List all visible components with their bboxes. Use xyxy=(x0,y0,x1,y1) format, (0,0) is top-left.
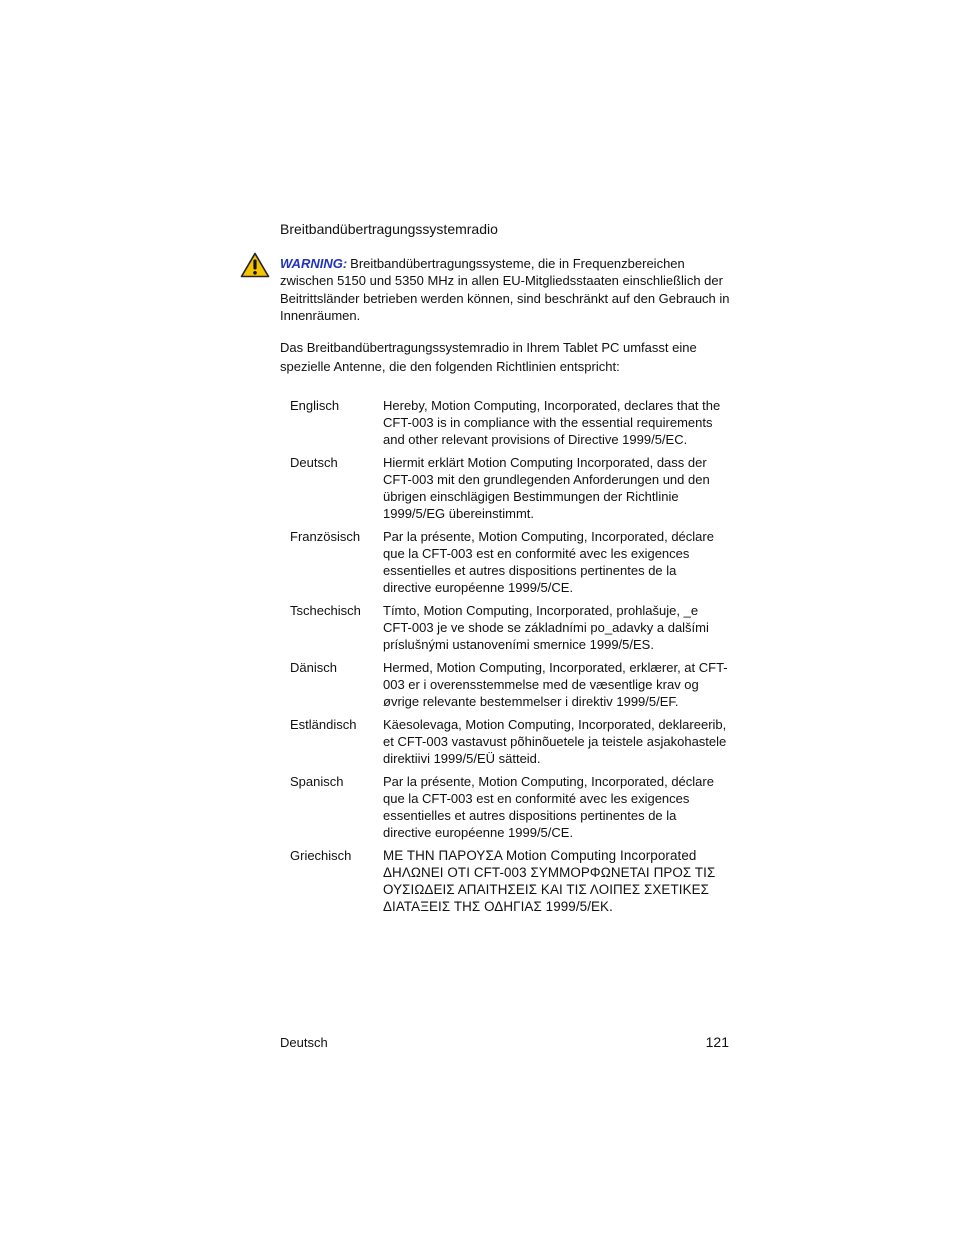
intro-paragraph: Das Breitbandübertragungssystemradio in Ihrem Tablet PC umfasst eine spezielle Antenne, die den folgenden Richtlinien entspricht: xyxy=(280,340,697,374)
declaration-row-franzoesisch xyxy=(290,528,730,596)
declaration-language: Estländisch xyxy=(290,717,357,732)
declaration-text: Hiermit erklärt Motion Computing Incorporated, dass der CFT-003 mit den grundlegenden Anforderungen und den übrigen einschlägigen Bestimmungen der Richtlinie 1999/5/EG übereinstimmt. xyxy=(383,455,710,521)
declaration-row-deutsch xyxy=(290,454,730,522)
warning-label: WARNING: xyxy=(280,256,348,271)
warning-triangle-icon xyxy=(240,252,270,278)
declaration-language: Englisch xyxy=(290,398,340,413)
warning-paragraph xyxy=(280,255,730,325)
declaration-row-daenisch xyxy=(290,659,730,710)
declaration-row-englisch xyxy=(290,397,730,448)
declaration-row-spanisch xyxy=(290,773,730,841)
declaration-text: Tímto, Motion Computing, Incorporated, prohlašuje, _e CFT-003 je ve shode se základními po_adavky a dalšími príslušnými ustanoveními smernice 1999/5/ES. xyxy=(383,603,709,652)
declaration-text: Par la présente, Motion Computing, Incorporated, déclare que la CFT-003 est en conformité avec les exigences essentielles et autres dispositions pertinentes de la directive européenne 1999/5/CE. xyxy=(383,774,714,840)
declaration-language: Griechisch xyxy=(290,848,352,863)
declaration-text: Par la présente, Motion Computing, Incorporated, déclare que la CFT-003 est en conformité avec les exigences essentielles et autres dispositions pertinentes de la directive européenne 1999/5/CE. xyxy=(383,529,714,595)
declaration-row-griechisch xyxy=(290,847,730,915)
page-title: Breitbandübertragungssystemradio xyxy=(280,221,498,237)
footer-section-label: Deutsch xyxy=(280,1035,328,1050)
declaration-text: Käesolevaga, Motion Computing, Incorporated, deklareerib, et CFT-003 vastavust põhinõuetele ja teistele asjakohastele direktiivi 1999/5/EÜ sätteid. xyxy=(383,717,727,766)
declaration-text: ΜΕ ΤΗΝ ΠΑΡΟΥΣΑ Motion Computing Incorporated ΔΗΛΩΝΕΙ ΟΤΙ CFT-003 ΣΥΜΜΟΡΦΩΝΕΤΑΙ ΠΡΟΣ ΤΙΣ ΟΥΣΙΩΔΕΙΣ ΑΠΑΙΤΗΣΕΙΣ ΚΑΙ ΤΙΣ ΛΟΙΠΕΣ ΣΧΕΤΙΚΕΣ ΔΙΑΤΑΞΕΙΣ ΤΗΣ ΟΔΗΓΙΑΣ 1999/5/ΕΚ. xyxy=(383,848,716,914)
declaration-text: Hereby, Motion Computing, Incorporated, declares that the CFT-003 is in compliance with the essential requirements and other relevant provisions of Directive 1999/5/EC. xyxy=(383,398,721,447)
declaration-language: Dänisch xyxy=(290,660,337,675)
declaration-language: Französisch xyxy=(290,529,361,544)
page-number: 121 xyxy=(705,1034,729,1050)
warning-text: Breitbandübertragungssysteme, die in Frequenzbereichen zwischen 5150 und 5350 MHz in allen EU-Mitgliedsstaaten einschließlich der Beitrittsländer betrieben werden können, sind beschränkt auf den Gebrauch in Innenräumen. xyxy=(280,256,730,324)
declaration-table xyxy=(290,397,730,921)
declaration-language: Tschechisch xyxy=(290,603,361,618)
declaration-language: Deutsch xyxy=(290,455,338,470)
declaration-language: Spanisch xyxy=(290,774,344,789)
declaration-row-estlaendisch xyxy=(290,716,730,767)
declaration-row-tschechisch xyxy=(290,602,730,653)
declaration-text: Hermed, Motion Computing, Incorporated, erklærer, at CFT-003 er i overensstemmelse med de væsentlige krav og øvrige relevante bestemmelser i direktiv 1999/5/EF. xyxy=(383,660,728,709)
